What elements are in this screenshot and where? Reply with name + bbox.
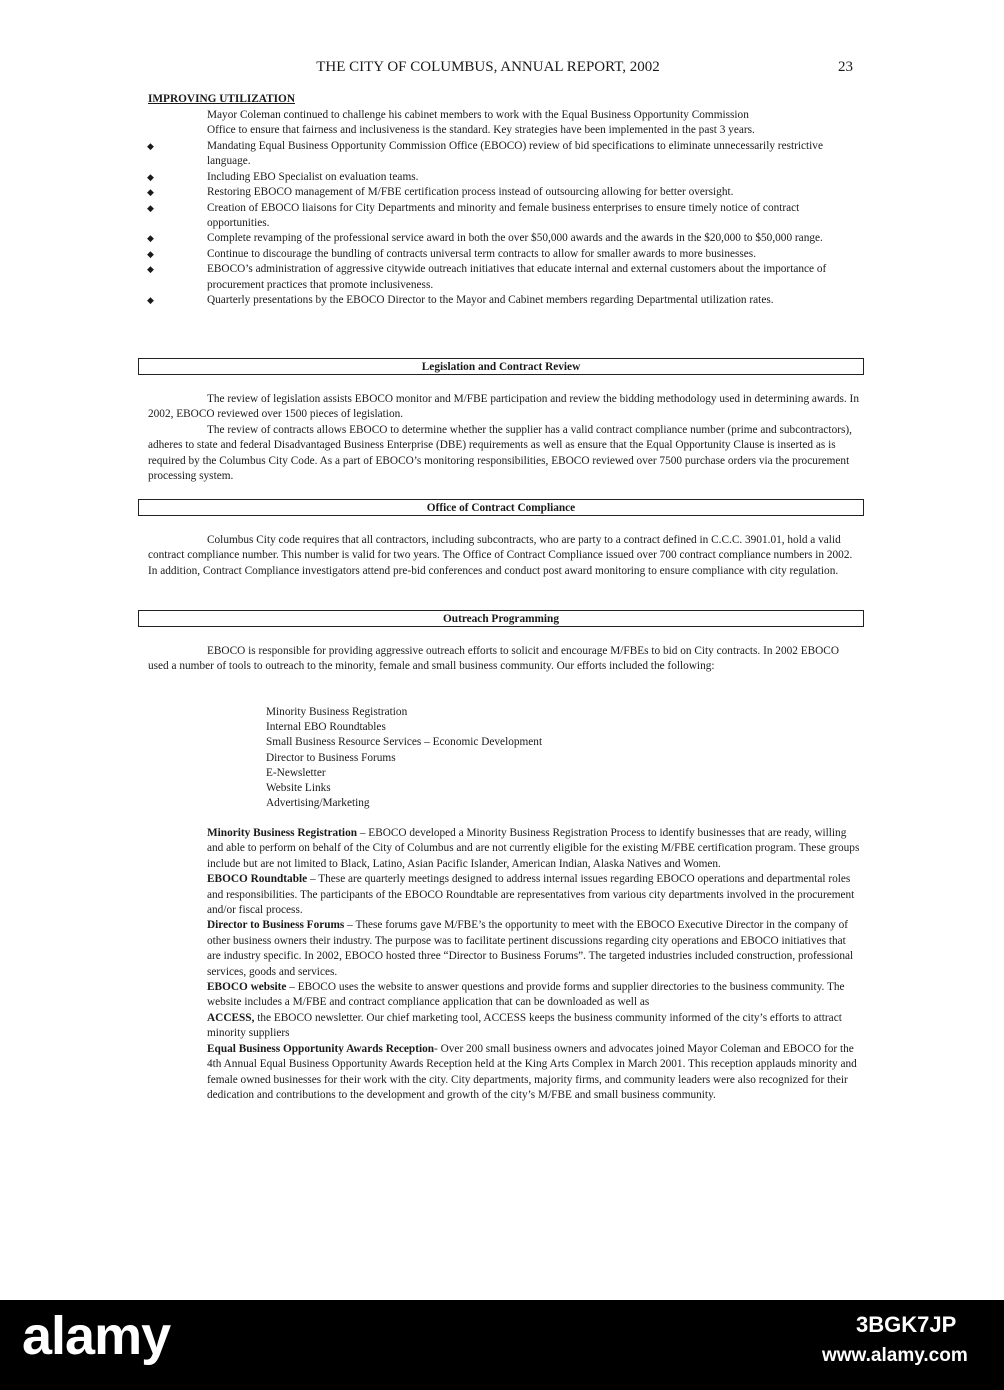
bullet-icon: ◆ bbox=[147, 248, 154, 259]
legislation-heading-box: Legislation and Contract Review bbox=[138, 358, 864, 375]
list-item: Advertising/Marketing bbox=[266, 797, 370, 810]
outreach-heading-box: Outreach Programming bbox=[138, 610, 864, 627]
detail-entry: ACCESS, the EBOCO newsletter. Our chief marketing tool, ACCESS keeps the business community informed of the city’s efforts to attract minority suppliers bbox=[207, 1011, 842, 1040]
list-item: ◆ EBOCO’s administration of aggressive citywide outreach initiatives that educate internal and external customers about the importance of procurement practices that promote inclusiveness. bbox=[147, 263, 827, 291]
detail-entry: Minority Business Registration – EBOCO developed a Minority Business Registration Process to identify businesses that are ready, willing and able to perform on behalf of the City of Columbus and are not currently eligible for the existing M/FBE certification program. These groups include but are not limited to Black, Latino, Asian Pacific Islander, American Indian, Alaska Natives and Women. bbox=[207, 827, 860, 870]
list-item: Minority Business Registration bbox=[266, 706, 408, 718]
page-number: 23 bbox=[838, 59, 853, 75]
list-item: ◆ Restoring EBOCO management of M/FBE certification process instead of outsourcing allowing for better oversight. bbox=[145, 185, 860, 200]
outreach-details bbox=[207, 826, 862, 1103]
intro-line: Mayor Coleman continued to challenge his cabinet members to work with the Equal Business Opportunity Commission bbox=[207, 109, 749, 121]
list-item: ◆ Complete revamping of the professional service award in both the over $50,000 awards and the awards in the $20,000 to $50,000 range. bbox=[145, 231, 860, 246]
list-item: ◆ Including EBO Specialist on evaluation teams. bbox=[145, 170, 860, 185]
list-item: ◆ Creation of EBOCO liaisons for City Departments and minority and female business enterprises to ensure timely notice of contract opportunities. bbox=[147, 201, 800, 230]
list-item: ◆ Quarterly presentations by the EBOCO Director to the Mayor and Cabinet members regarding Departmental utilization rates. bbox=[145, 293, 860, 308]
detail-entry: EBOCO website – EBOCO uses the website to answer questions and provide forms and supplier directories to the business community. The website includes a M/FBE and contract compliance application that can be downloaded as well as bbox=[207, 981, 845, 1009]
list-item: Small Business Resource Services – Economic Development bbox=[266, 736, 543, 749]
bullet-icon: ◆ bbox=[147, 141, 154, 151]
list-item: Internal EBO Roundtables bbox=[266, 721, 386, 734]
alamy-logo: alamy bbox=[22, 1306, 171, 1366]
strategy-list bbox=[145, 139, 860, 308]
legislation-text bbox=[148, 392, 860, 484]
utilization-intro bbox=[207, 108, 862, 139]
compliance-paragraph: Columbus City code requires that all contractors, including subcontracts, who are party to a contract defined in C.C.C. 3901.01, hold a valid contract compliance number. This number is valid for two years. The Office of Contract Compliance issued over 700 contract compliance numbers in 2002. In addition, Contract Compliance investigators attend pre-bid conferences and conduct post award monitoring to ensure compliance with city regulation. bbox=[148, 534, 853, 577]
list-item: ◆ Continue to discourage the bundling of contracts universal term contracts to allow for smaller awards to more businesses. bbox=[145, 247, 860, 262]
detail-entry: Director to Business Forums – These forums gave M/FBE’s the opportunity to meet with the EBOCO Executive Director in the company of other business owners their industry. The purpose was to facilitate pertinent discussions regarding city operations and EBOCO initiatives that are industry specific. In 2002, EBOCO hosted three “Director to Business Forums”. The targeted industries included construction, professional services, goods and services. bbox=[207, 919, 854, 978]
detail-entry: Equal Business Opportunity Awards Reception- Over 200 small business owners and advocates joined Mayor Coleman and EBOCO for the 4th Annual Equal Business Opportunity Awards Reception held at the King Arts Complex in March 2001. This reception applauds minority and female owned businesses for their work with the city. City departments, majority firms, and community leaders were also recognized for their dedication and contributions to the development and growth of the city’s M/FBE and small business community. bbox=[207, 1042, 857, 1101]
improving-utilization-heading: IMPROVING UTILIZATION bbox=[148, 93, 295, 105]
list-item: Website Links bbox=[266, 782, 331, 795]
bullet-icon: ◆ bbox=[147, 171, 154, 182]
site-url: www.alamy.com bbox=[822, 1345, 968, 1366]
outreach-paragraph: EBOCO is responsible for providing aggressive outreach efforts to solicit and encourage M/FBEs to bid on City contracts. In 2002 EBOCO used a number of tools to outreach to the minority, female and small business community. Our efforts included the following: bbox=[148, 645, 840, 673]
bullet-icon: ◆ bbox=[147, 202, 154, 213]
report-title: THE CITY OF COLUMBUS, ANNUAL REPORT, 2002 bbox=[316, 59, 660, 75]
contracts-paragraph: The review of contracts allows EBOCO to determine whether the supplier has a valid contract compliance number (prime and subcontractors), adheres to state and federal Disadvantaged Business Enterprise (DBE) requirements as well as ensure that the Equal Opportunity Clause is inserted as is required by the Columbus City Code. As a part of EBOCO’s monitoring responsibilities, EBOCO reviewed over 7500 purchase orders via the procurement processing system. bbox=[148, 423, 852, 483]
detail-entry: EBOCO Roundtable – These are quarterly meetings designed to address internal issues regarding EBOCO operations and departmental roles and responsibilities. The participants of the EBOCO Roundtable are representatives from various city departments involved in the procurement and/or fiscal process. bbox=[207, 873, 855, 917]
compliance-heading-box: Office of Contract Compliance bbox=[138, 499, 864, 516]
bullet-icon: ◆ bbox=[147, 233, 154, 244]
image-id: 3BGK7JP bbox=[856, 1312, 957, 1337]
legislation-paragraph: The review of legislation assists EBOCO monitor and M/FBE participation and review the bidding methodology used in determining awards. In 2002, EBOCO reviewed over 1500 pieces of legislation. bbox=[148, 393, 859, 421]
outreach-text bbox=[148, 644, 860, 675]
list-item: ◆ Mandating Equal Business Opportunity Commission Office (EBOCO) review of bid specifications to eliminate unnecessarily restrictive language. bbox=[147, 140, 823, 168]
list-item: E-Newsletter bbox=[266, 766, 326, 779]
list-item: Director to Business Forums bbox=[266, 751, 396, 764]
outreach-tools-list bbox=[266, 705, 542, 811]
compliance-text bbox=[148, 533, 860, 579]
intro-line: Office to ensure that fairness and inclusiveness is the standard. Key strategies have been implemented in the past 3 years. bbox=[207, 124, 755, 137]
bullet-icon: ◆ bbox=[147, 187, 154, 198]
bullet-icon: ◆ bbox=[147, 264, 154, 275]
bullet-icon: ◆ bbox=[147, 295, 154, 306]
